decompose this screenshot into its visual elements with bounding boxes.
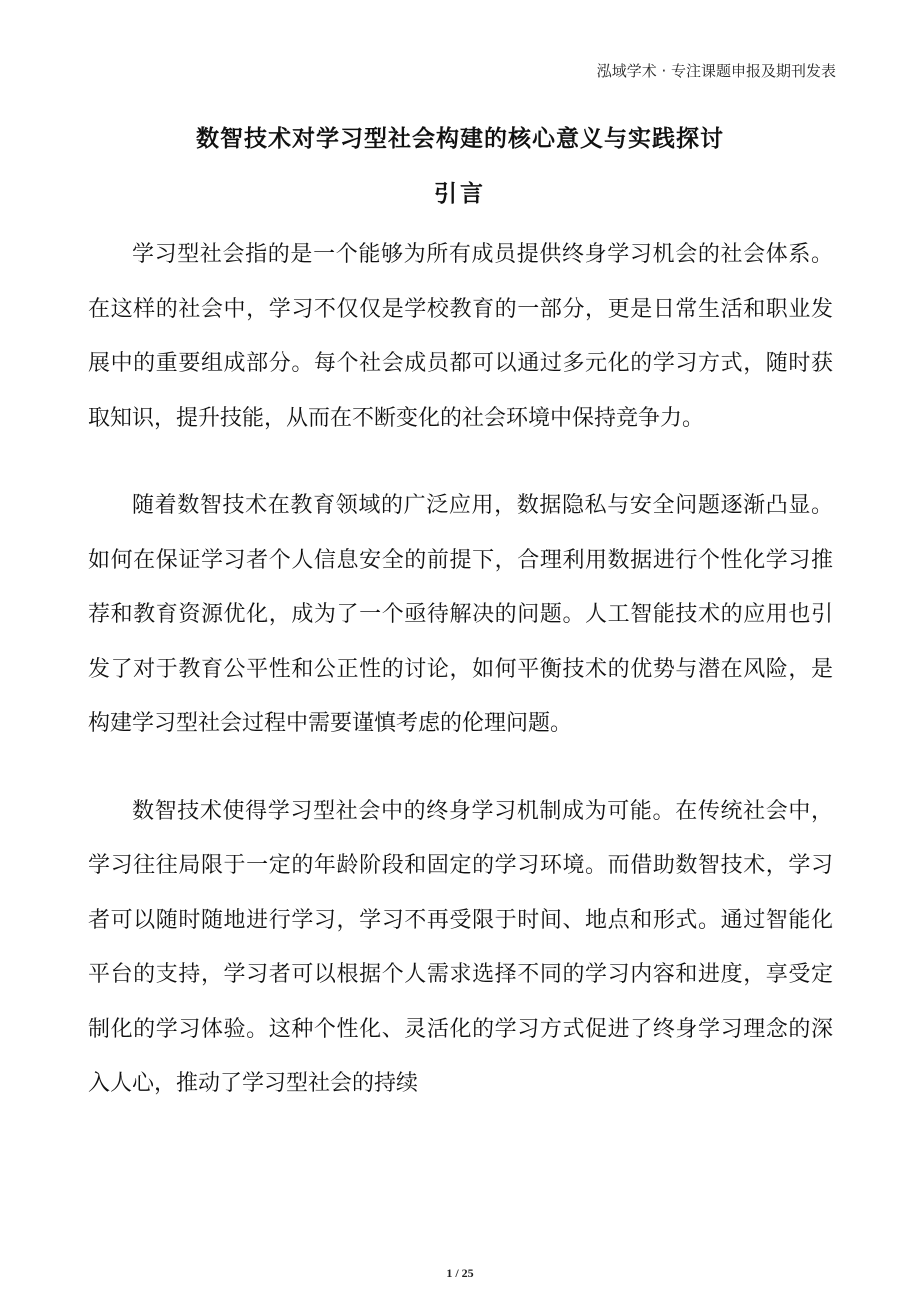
section-heading-introduction: 引言: [434, 181, 486, 207]
paragraph-2: 随着数智技术在教育领域的广泛应用，数据隐私与安全问题逐渐凸显。如何在保证学习者个人信息安全的前提下，合理利用数据进行个性化学习推荐和教育资源优化，成为了一个亟待解决的问题。人工智能技术的应用也引发了对于教育公平性和公正性的讨论，如何平衡技术的优势与潜在风险，是构建学习型社会过程中需要谨慎考虑的伦理问题。: [88, 493, 833, 736]
document-title: 数智技术对学习型社会构建的核心意义与实践探讨: [196, 126, 724, 152]
document-body: [88, 228, 833, 1145]
publisher-header-note: 泓域学术 · 专注课题申报及期刊发表: [596, 62, 836, 80]
paragraph-1: 学习型社会指的是一个能够为所有成员提供终身学习机会的社会体系。在这样的社会中，学习不仅仅是学校教育的一部分，更是日常生活和职业发展中的重要组成部分。每个社会成员都可以通过多元化的学习方式，随时获取知识，提升技能，从而在不断变化的社会环境中保持竞争力。: [88, 242, 833, 431]
page-number: 1 / 25: [446, 1266, 474, 1280]
paragraph-3: 数智技术使得学习型社会中的终身学习机制成为可能。在传统社会中，学习往往局限于一定的年龄阶段和固定的学习环境。而借助数智技术，学习者可以随时随地进行学习，学习不再受限于时间、地点和形式。通过智能化平台的支持，学习者可以根据个人需求选择不同的学习内容和进度，享受定制化的学习体验。这种个性化、灵活化的学习方式促进了终身学习理念的深入人心，推动了学习型社会的持续: [88, 798, 833, 1096]
